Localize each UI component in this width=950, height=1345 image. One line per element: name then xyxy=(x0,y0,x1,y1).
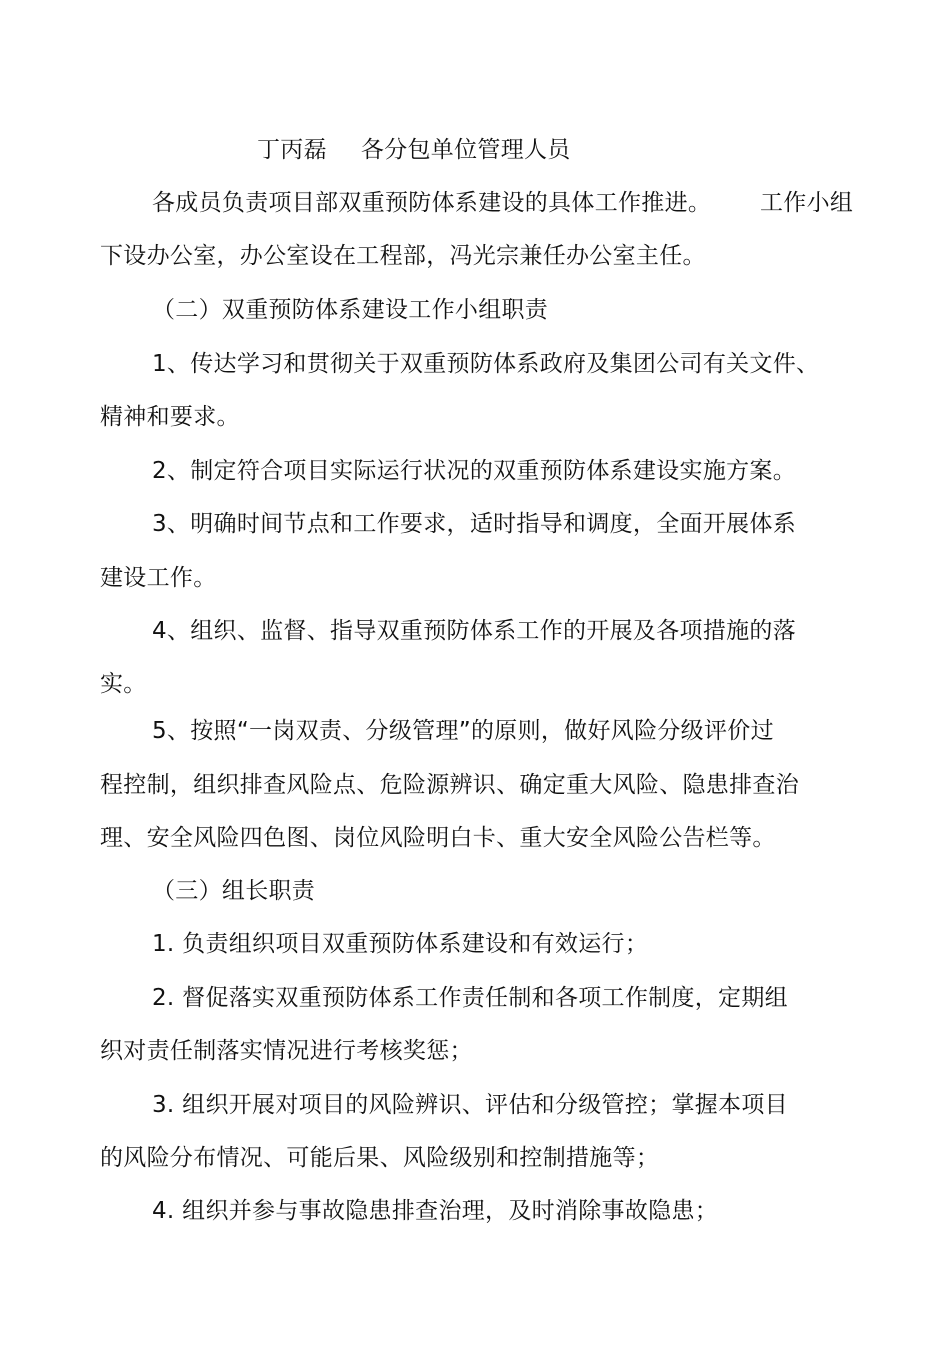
list-item-line: 2、制定符合项目实际运行状况的双重预防体系建设实施方案。 xyxy=(152,458,797,484)
member-role: 各分包单位管理人员 xyxy=(360,137,571,163)
list-item-line: 的风险分布情况、可能后果、风险级别和控制措施等； xyxy=(100,1145,660,1171)
intro-line-1 xyxy=(152,188,711,218)
intro-text-a: 各成员负责项目部双重预防体系建设的具体工作推进。 xyxy=(152,190,712,216)
list-item-line: 建设工作。 xyxy=(100,565,217,591)
member-row xyxy=(257,135,571,165)
list-item-line: 5、按照“一岗双责、分级管理”的原则，做好风险分级评价过 xyxy=(152,718,774,744)
intro-text-2: 下设办公室，办公室设在工程部，冯光宗兼任办公室主任。 xyxy=(100,243,706,269)
section-heading: （三）组长职责 xyxy=(152,878,316,904)
list-item-line: 织对责任制落实情况进行考核奖惩； xyxy=(100,1038,473,1064)
intro-text-b: 工作小组 xyxy=(760,190,854,216)
intro-line-1b xyxy=(760,188,853,218)
list-item-line: 2. 督促落实双重预防体系工作责任制和各项工作制度，定期组 xyxy=(152,985,788,1011)
section-heading: （二）双重预防体系建设工作小组职责 xyxy=(152,297,549,323)
list-item-line: 理、安全风险四色图、岗位风险明白卡、重大安全风险公告栏等。 xyxy=(100,825,776,851)
list-item-line: 精神和要求。 xyxy=(100,404,240,430)
list-item-line: 4. 组织并参与事故隐患排查治理，及时消除事故隐患； xyxy=(152,1198,719,1224)
intro-line-2 xyxy=(100,241,706,271)
list-item-line: 3、明确时间节点和工作要求，适时指导和调度，全面开展体系 xyxy=(152,511,797,537)
list-item-line: 1、传达学习和贯彻关于双重预防体系政府及集团公司有关文件、 xyxy=(152,351,820,377)
list-item-line: 程控制，组织排查风险点、危险源辨识、确定重大风险、隐患排查治 xyxy=(100,772,799,798)
list-item-line: 3. 组织开展对项目的风险辨识、评估和分级管控；掌握本项目 xyxy=(152,1092,788,1118)
list-item-line: 1. 负责组织项目双重预防体系建设和有效运行； xyxy=(152,931,649,957)
member-name: 丁丙磊 xyxy=(257,137,327,163)
list-item-line: 实。 xyxy=(100,671,147,697)
list-item-line: 4、组织、监督、指导双重预防体系工作的开展及各项措施的落 xyxy=(152,618,797,644)
